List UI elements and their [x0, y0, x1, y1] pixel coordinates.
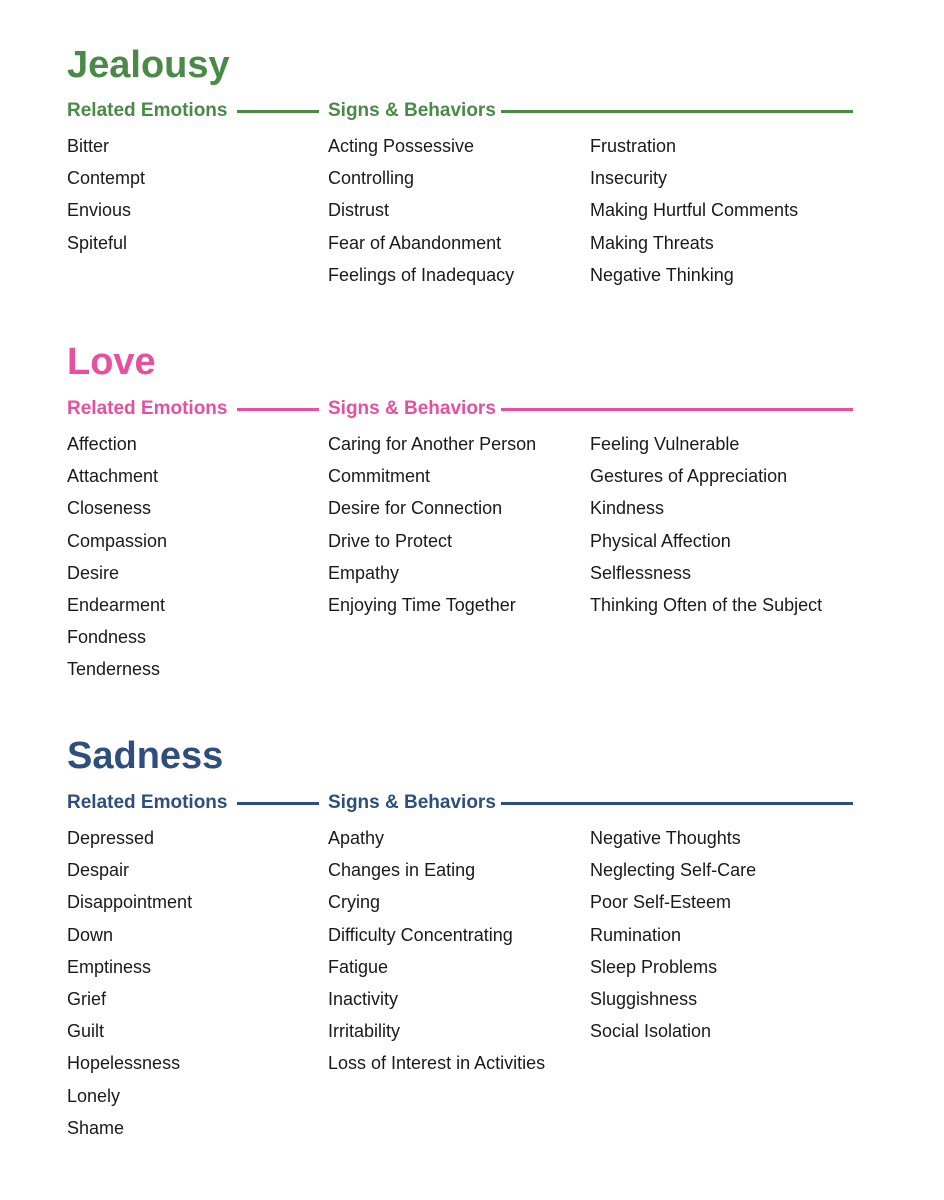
- list-item: Endearment: [67, 595, 166, 616]
- list-item: Grief: [67, 989, 107, 1010]
- list-item: Sluggishness: [590, 989, 698, 1010]
- related-emotions-list: [67, 428, 167, 686]
- list-item: Negative Thoughts: [590, 828, 741, 848]
- list-item: Loss of Interest in Activities: [328, 1053, 546, 1074]
- list-item: Commitment: [328, 466, 431, 487]
- signs-behaviors-list-2: [590, 822, 756, 1047]
- list-item: Apathy: [328, 828, 385, 848]
- list-item: Crying: [328, 892, 381, 913]
- related-divider-line: [237, 408, 319, 411]
- list-item: Spiteful: [67, 232, 128, 253]
- signs-behaviors-list-1: [328, 822, 545, 1080]
- signs-behaviors-list-2: [590, 428, 822, 621]
- list-item: Inactivity: [328, 989, 399, 1010]
- list-item: Closeness: [67, 498, 152, 519]
- signs-behaviors-header: Signs & Behaviors: [328, 792, 496, 813]
- list-item: Fatigue: [328, 956, 389, 977]
- list-item: Gestures of Appreciation: [590, 466, 788, 487]
- list-item: Rumination: [590, 924, 682, 945]
- list-item: Attachment: [67, 466, 159, 487]
- list-item: Sleep Problems: [590, 956, 718, 977]
- related-emotions-header: Related Emotions: [67, 792, 228, 813]
- list-item: Lonely: [67, 1085, 121, 1106]
- signs-behaviors-header: Signs & Behaviors: [328, 398, 496, 419]
- list-item: Feelings of Inadequacy: [328, 264, 515, 285]
- list-item: Drive to Protect: [328, 530, 453, 551]
- related-emotions-list: [67, 130, 145, 259]
- list-item: Hopelessness: [67, 1053, 181, 1074]
- section-title: Love: [67, 341, 156, 383]
- signs-behaviors-list-2: [590, 130, 798, 291]
- related-divider-line: [237, 110, 319, 113]
- section-header-row: [67, 99, 853, 123]
- signs-behaviors-list-1: [328, 428, 536, 621]
- related-emotions-list: [67, 822, 192, 1144]
- list-item: Bitter: [67, 136, 110, 156]
- signs-behaviors-list-1: [328, 130, 514, 291]
- list-item: Distrust: [328, 200, 390, 221]
- list-item: Social Isolation: [590, 1021, 712, 1042]
- list-item: Feeling Vulnerable: [590, 434, 740, 454]
- list-item: Making Hurtful Comments: [590, 200, 799, 221]
- list-item: Poor Self-Esteem: [590, 892, 732, 913]
- list-item: Kindness: [590, 498, 665, 519]
- list-item: Envious: [67, 200, 132, 221]
- related-divider-line: [237, 802, 319, 805]
- list-item: Difficulty Concentrating: [328, 924, 513, 945]
- section-header-row: [67, 791, 853, 815]
- signs-divider-line: [501, 408, 853, 411]
- list-item: Making Threats: [590, 232, 714, 253]
- list-item: Neglecting Self-Care: [590, 860, 757, 881]
- list-item: Tenderness: [67, 659, 161, 680]
- list-item: Acting Possessive: [328, 136, 475, 156]
- list-item: Emptiness: [67, 956, 152, 977]
- list-item: Contempt: [67, 168, 146, 189]
- list-item: Empathy: [328, 562, 400, 583]
- list-item: Despair: [67, 860, 130, 881]
- list-item: Negative Thinking: [590, 264, 734, 285]
- list-item: Depressed: [67, 828, 155, 848]
- signs-behaviors-header: Signs & Behaviors: [328, 100, 496, 121]
- list-item: Fear of Abandonment: [328, 232, 502, 253]
- list-item: Physical Affection: [590, 530, 731, 551]
- list-item: Selflessness: [590, 562, 692, 583]
- section-header-row: [67, 397, 853, 421]
- list-item: Disappointment: [67, 892, 193, 913]
- list-item: Compassion: [67, 530, 168, 551]
- related-emotions-header: Related Emotions: [67, 398, 228, 419]
- list-item: Down: [67, 924, 114, 945]
- signs-divider-line: [501, 802, 853, 805]
- list-item: Affection: [67, 434, 137, 454]
- list-item: Guilt: [67, 1021, 105, 1042]
- signs-divider-line: [501, 110, 853, 113]
- list-item: Insecurity: [590, 168, 668, 189]
- section-title: Jealousy: [67, 44, 230, 86]
- list-item: Thinking Often of the Subject: [590, 595, 823, 616]
- list-item: Shame: [67, 1117, 125, 1138]
- list-item: Frustration: [590, 136, 677, 156]
- list-item: Caring for Another Person: [328, 434, 537, 454]
- list-item: Fondness: [67, 627, 147, 648]
- related-emotions-header: Related Emotions: [67, 100, 228, 121]
- list-item: Irritability: [328, 1021, 401, 1042]
- section-title: Sadness: [67, 735, 224, 777]
- list-item: Desire for Connection: [328, 498, 503, 519]
- list-item: Changes in Eating: [328, 860, 476, 881]
- list-item: Desire: [67, 562, 120, 583]
- list-item: Enjoying Time Together: [328, 595, 516, 616]
- list-item: Controlling: [328, 168, 415, 189]
